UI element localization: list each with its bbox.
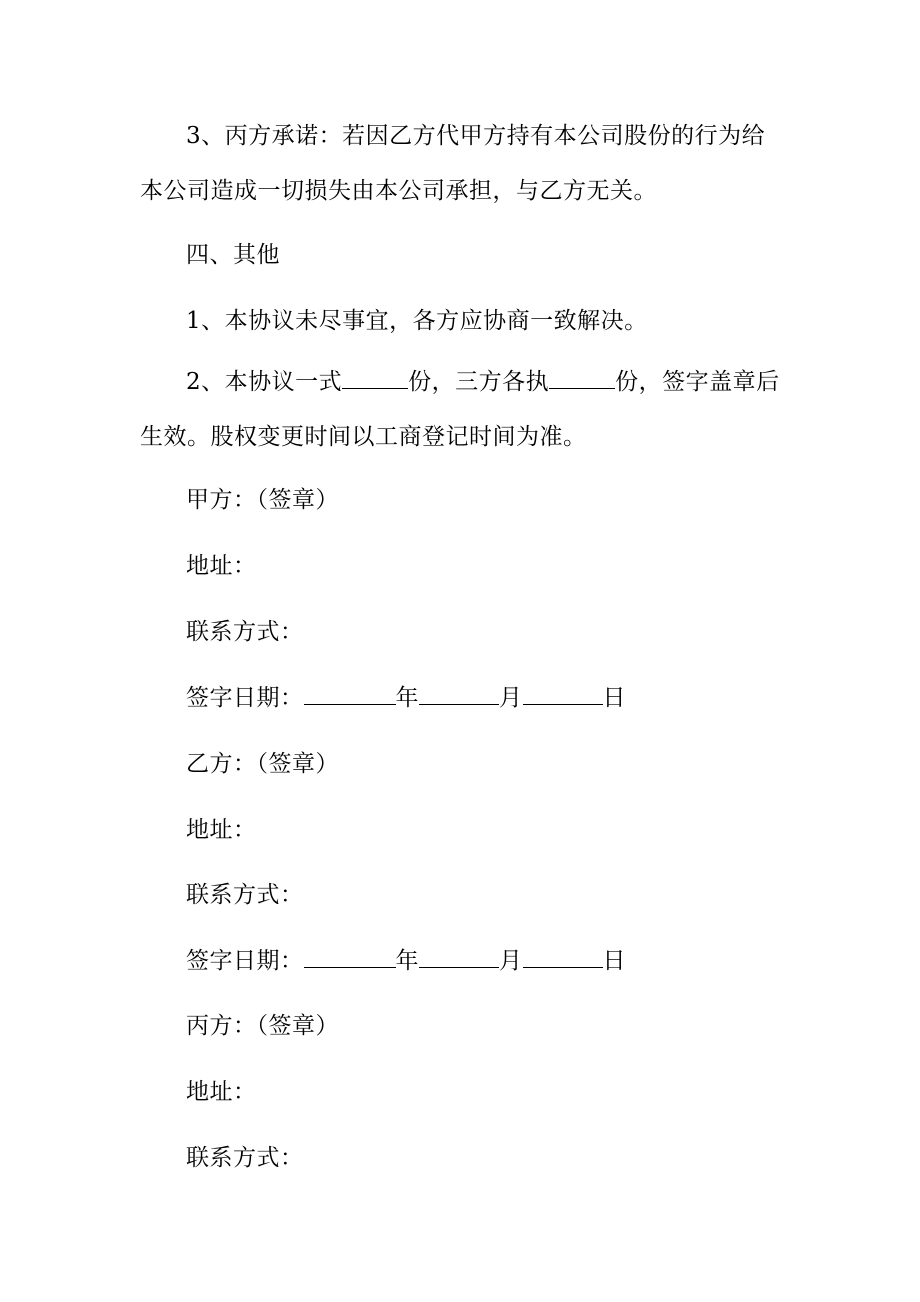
party-a-sign-date <box>186 679 626 712</box>
party-a-month-label: 月 <box>499 685 523 711</box>
party-a-day-blank[interactable] <box>523 684 603 705</box>
party-c-contact: 联系方式： <box>186 1145 304 1171</box>
clause-4-2 <box>140 355 780 465</box>
clause-4-2-part2: 份，三方各执 <box>408 369 550 395</box>
party-a-day-label: 日 <box>602 685 626 711</box>
copies-blank[interactable] <box>342 368 408 389</box>
clause-4-2-part3: 份，签字盖章后生效。股权变更时间以工商登记时间为准。 <box>140 369 780 450</box>
party-a-label: 甲方：（签章） <box>186 487 339 513</box>
section-4-heading: 四、其他 <box>186 242 280 268</box>
party-b-contact: 联系方式： <box>186 882 304 908</box>
party-a-contact: 联系方式： <box>186 619 304 645</box>
party-b-address: 地址： <box>186 817 257 843</box>
party-b-date-label: 签字日期： <box>186 948 304 974</box>
party-b-year-label: 年 <box>395 948 419 974</box>
party-c-address: 地址： <box>186 1079 257 1105</box>
party-a-year-blank[interactable] <box>304 684 396 705</box>
party-a-date-label: 签字日期： <box>186 685 304 711</box>
party-b-sign-date <box>186 942 626 975</box>
clause-3: 3、丙方承诺：若因乙方代甲方持有本公司股份的行为给本公司造成一切损失由本公司承担，与乙方无关。 <box>140 123 766 204</box>
party-c-label: 丙方：（签章） <box>186 1013 339 1039</box>
clause-4-2-part1: 2、本协议一式 <box>186 369 343 395</box>
party-a-month-blank[interactable] <box>419 684 499 705</box>
party-b-day-label: 日 <box>602 948 626 974</box>
party-b-label: 乙方：（签章） <box>186 751 339 777</box>
party-b-month-label: 月 <box>499 948 523 974</box>
party-a-year-label: 年 <box>395 685 419 711</box>
copies-each-blank[interactable] <box>549 368 615 389</box>
party-b-day-blank[interactable] <box>523 947 603 968</box>
party-a-address: 地址： <box>186 553 257 579</box>
clause-4-1: 1、本协议未尽事宜，各方应协商一致解决。 <box>186 308 648 334</box>
party-b-year-blank[interactable] <box>304 947 396 968</box>
party-b-month-blank[interactable] <box>419 947 499 968</box>
